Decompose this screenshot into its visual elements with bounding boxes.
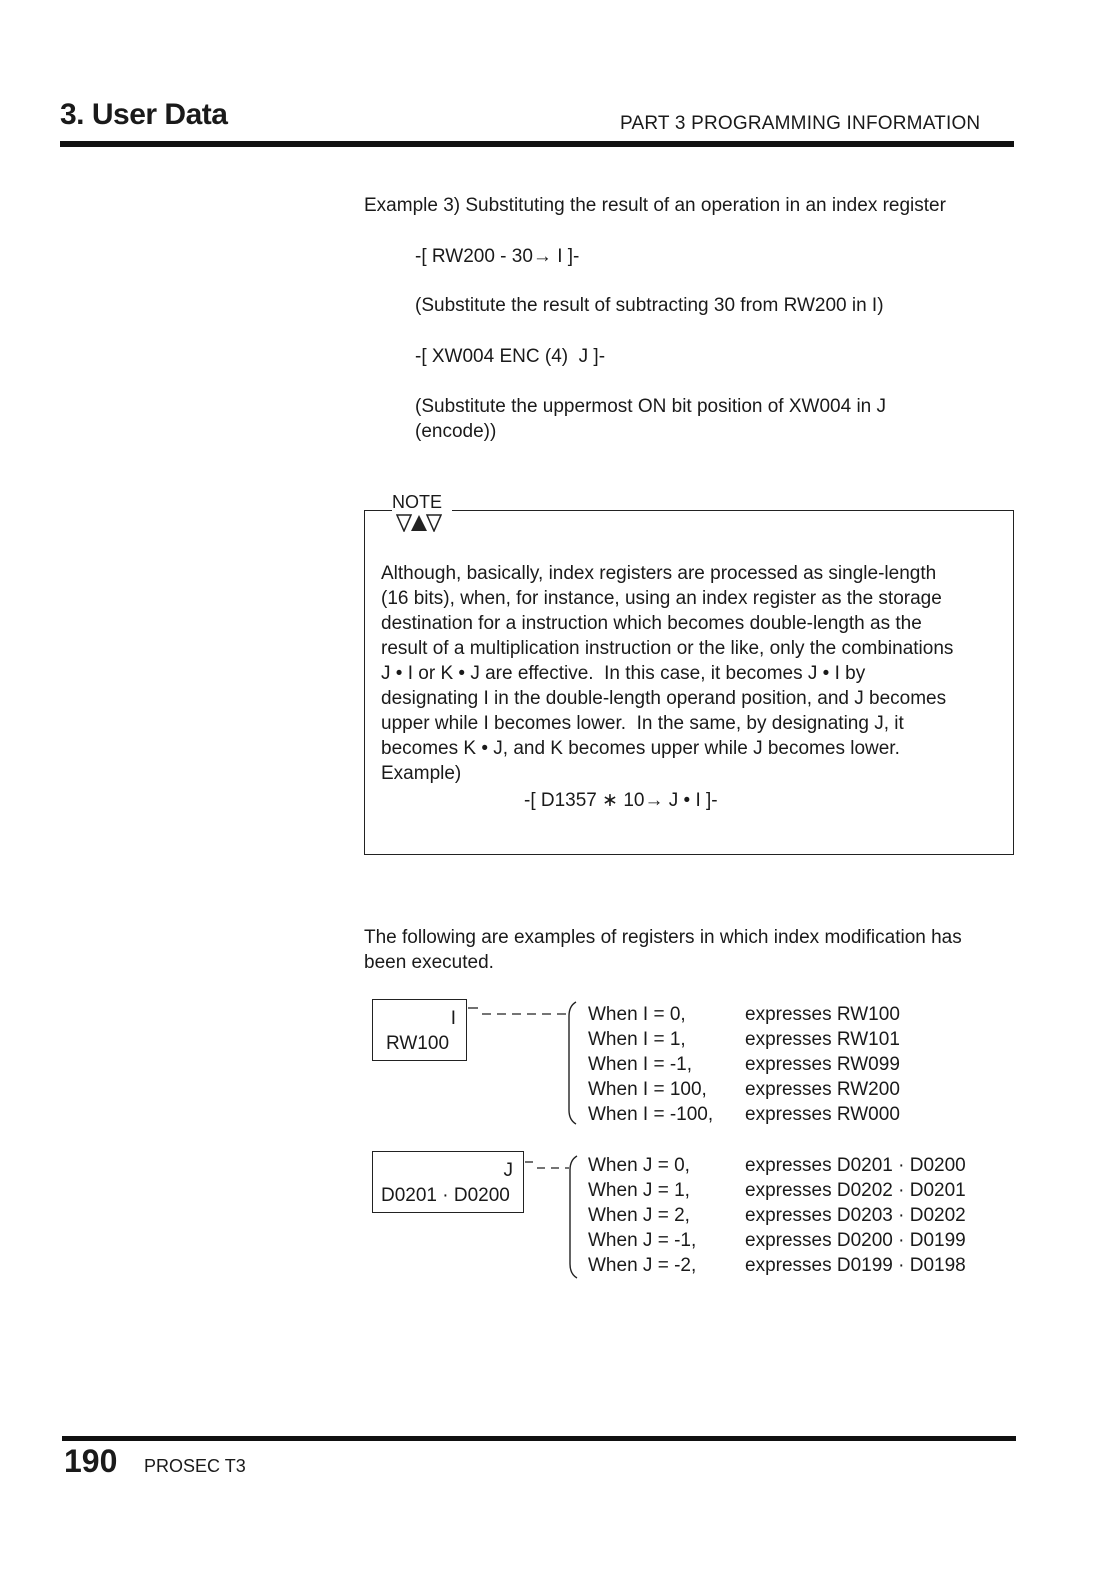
example3-explanation-2a: (Substitute the uppermost ON bit position of XW004 in J [415,396,887,417]
note-line-5: J • I or K • J are effective. In this case, it becomes J • I by [381,663,866,684]
register-box-j-register: D0201 · D0200 [381,1185,510,1206]
i-row-cond: When I = -1, [588,1054,693,1075]
j-row-result: expresses D0199 · D0198 [745,1255,966,1276]
header-rule [60,141,1014,147]
note-line-4: result of a multiplication instruction or the like, only the combinations [381,638,954,659]
register-box-j [372,1151,524,1213]
brace-connector-j [523,1152,588,1282]
note-example-ladder: -[ D1357 ∗ 10→ J • I ]- [524,790,718,811]
note-line-9: Example) [381,763,462,784]
footer-rule [62,1436,1016,1441]
j-row-cond: When J = -1, [588,1230,697,1251]
example3-explanation-2b: (encode)) [415,421,497,442]
i-row-result: expresses RW000 [745,1104,900,1125]
j-row-cond: When J = 0, [588,1155,690,1176]
example3-ladder-1: -[ RW200 - 30→ I ]- [415,246,580,267]
i-row-cond: When I = 0, [588,1004,686,1025]
i-row-cond: When I = -100, [588,1104,714,1125]
part-title: PART 3 PROGRAMMING INFORMATION [620,113,981,134]
i-row-result: expresses RW200 [745,1079,900,1100]
product-name: PROSEC T3 [144,1456,246,1476]
note-line-3: destination for a instruction which becomes double-length as the [381,613,922,634]
register-box-i-register: RW100 [386,1033,450,1054]
brace-connector-i [466,998,588,1128]
j-row-result: expresses D0200 · D0199 [745,1230,966,1251]
note-line-2: (16 bits), when, for instance, using an index register as the storage [381,588,942,609]
j-row-cond: When J = -2, [588,1255,697,1276]
page-number: 190 [64,1443,118,1479]
example3-ladder-2: -[ XW004 ENC (4) J ]- [415,346,606,367]
j-row-cond: When J = 2, [588,1205,690,1226]
i-row-cond: When I = 1, [588,1029,686,1050]
j-row-cond: When J = 1, [588,1180,690,1201]
example3-heading: Example 3) Substituting the result of an operation in an index register [364,195,946,216]
i-row-result: expresses RW100 [745,1004,900,1025]
example3-explanation-1: (Substitute the result of subtracting 30 from RW200 in I) [415,295,884,316]
register-box-j-index: J [503,1160,513,1181]
note-line-1: Although, basically, index registers are processed as single-length [381,563,937,584]
j-row-result: expresses D0201 · D0200 [745,1155,966,1176]
register-box-i-index: I [450,1008,456,1029]
i-row-result: expresses RW101 [745,1029,900,1050]
note-line-7: upper while I becomes lower. In the same, by designating J, it [381,713,904,734]
register-box-i [372,999,467,1061]
examples-intro-line-1: The following are examples of registers in which index modification has [364,927,962,948]
note-label: NOTE [392,492,443,512]
examples-intro-line-2: been executed. [364,952,494,973]
i-row-result: expresses RW099 [745,1054,900,1075]
note-line-6: designating I in the double-length operand position, and J becomes [381,688,947,709]
i-row-cond: When I = 100, [588,1079,707,1100]
section-title: 3. User Data [60,98,228,131]
j-row-result: expresses D0202 · D0201 [745,1180,966,1201]
note-line-8: becomes K • J, and K becomes upper while J becomes lower. [381,738,900,759]
j-row-result: expresses D0203 · D0202 [745,1205,966,1226]
